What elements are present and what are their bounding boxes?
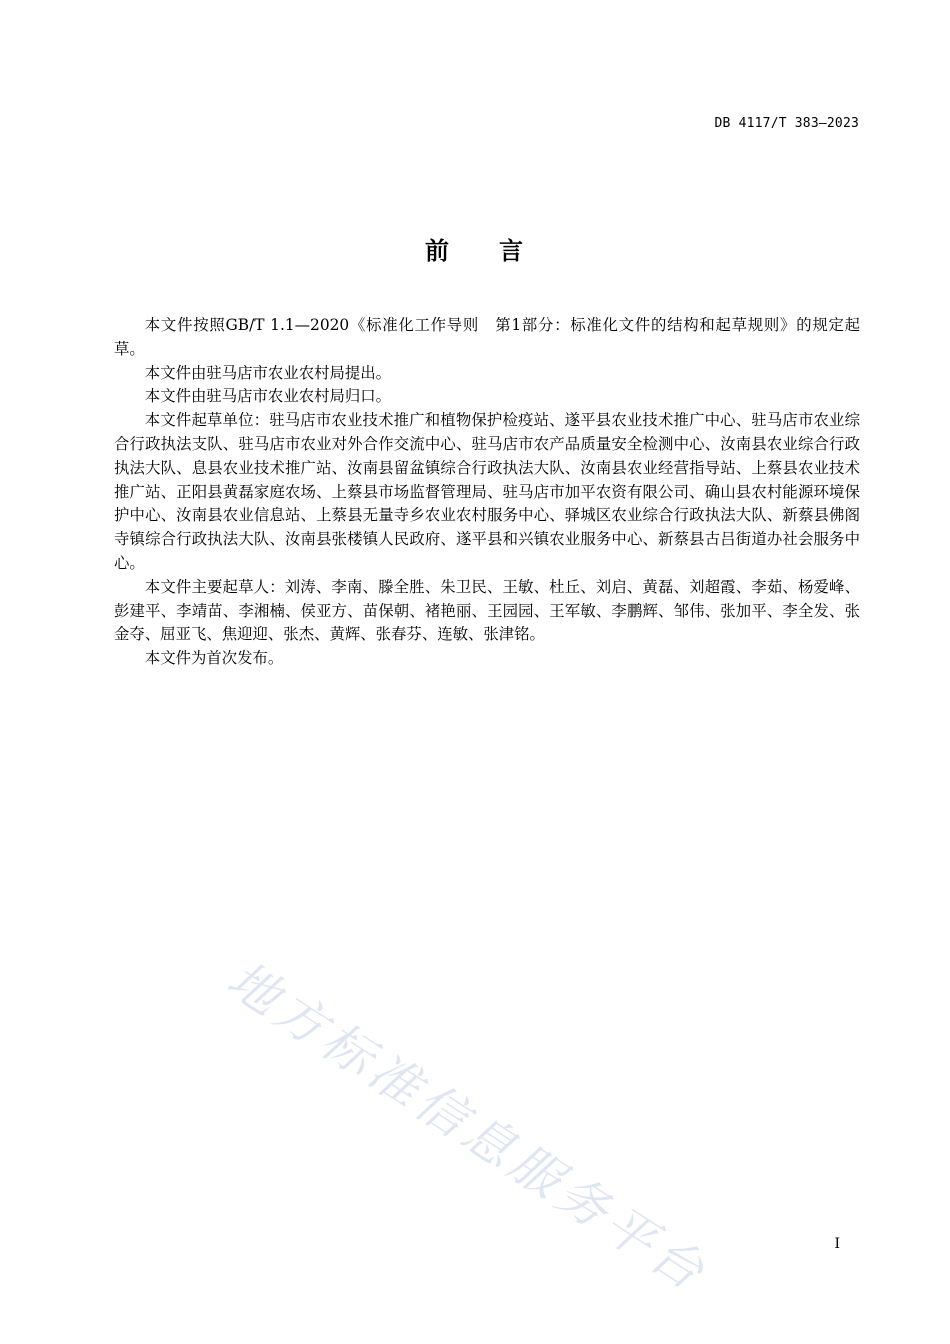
- foreword-body: [114, 314, 860, 671]
- page-title: [0, 236, 950, 266]
- paragraph-proposed-by: 本文件由驻马店市农业农村局提出。: [144, 363, 392, 382]
- paragraph-drafting-basis: 本文件按照GB/T 1.1—2020《标准化工作导则 第1部分：标准化文件的结构和起草规则》的规定起草。: [114, 316, 860, 358]
- paragraph-drafting-units: 本文件起草单位：驻马店市农业技术推广和植物保护检疫站、遂平县农业技术推广中心、驻马店市农业综合行政执法支队、驻马店市农业对外合作交流中心、驻马店市农产品质量安全检测中心、汝南县农业综合行政执法大队、息县农业技术推广站、汝南县留盆镇综合行政执法大队、汝南县农业经营指导站、上蔡县农业技术推广站、正阳县黄磊家庭农场、上蔡县市场监督管理局、驻马店市加平农资有限公司、确山县农村能源环境保护中心、汝南县农业信息站、上蔡县无量寺乡农业农村服务中心、驿城区农业综合行政执法大队、新蔡县佛阁寺镇综合行政执法大队、汝南县张楼镇人民政府、遂平县和兴镇农业服务中心、新蔡县古吕街道办社会服务中心。: [114, 411, 860, 572]
- watermark: 地方标准信息服务平台: [217, 950, 719, 1304]
- paragraph-first-release: 本文件为首次发布。: [144, 649, 284, 668]
- page-number: I: [834, 1236, 840, 1252]
- paragraph-centralized-by: 本文件由驻马店市农业农村局归口。: [144, 387, 392, 406]
- title-char-2: 言: [499, 237, 525, 265]
- paragraph-main-drafters: 本文件主要起草人：刘涛、李南、滕全胜、朱卫民、王敏、杜丘、刘启、黄磊、刘超霞、李茹、杨爱峰、彭建平、李靖苗、李湘楠、侯亚方、苗保朝、褚艳丽、王园园、王军敏、李鹏辉、邹伟、张加平、李全发、张金夺、屈亚飞、焦迎迎、张杰、黄辉、张春芬、连敏、张津铭。: [114, 577, 860, 644]
- document-code: DB 4117/T 383—2023: [714, 116, 859, 131]
- title-char-1: 前: [425, 237, 451, 265]
